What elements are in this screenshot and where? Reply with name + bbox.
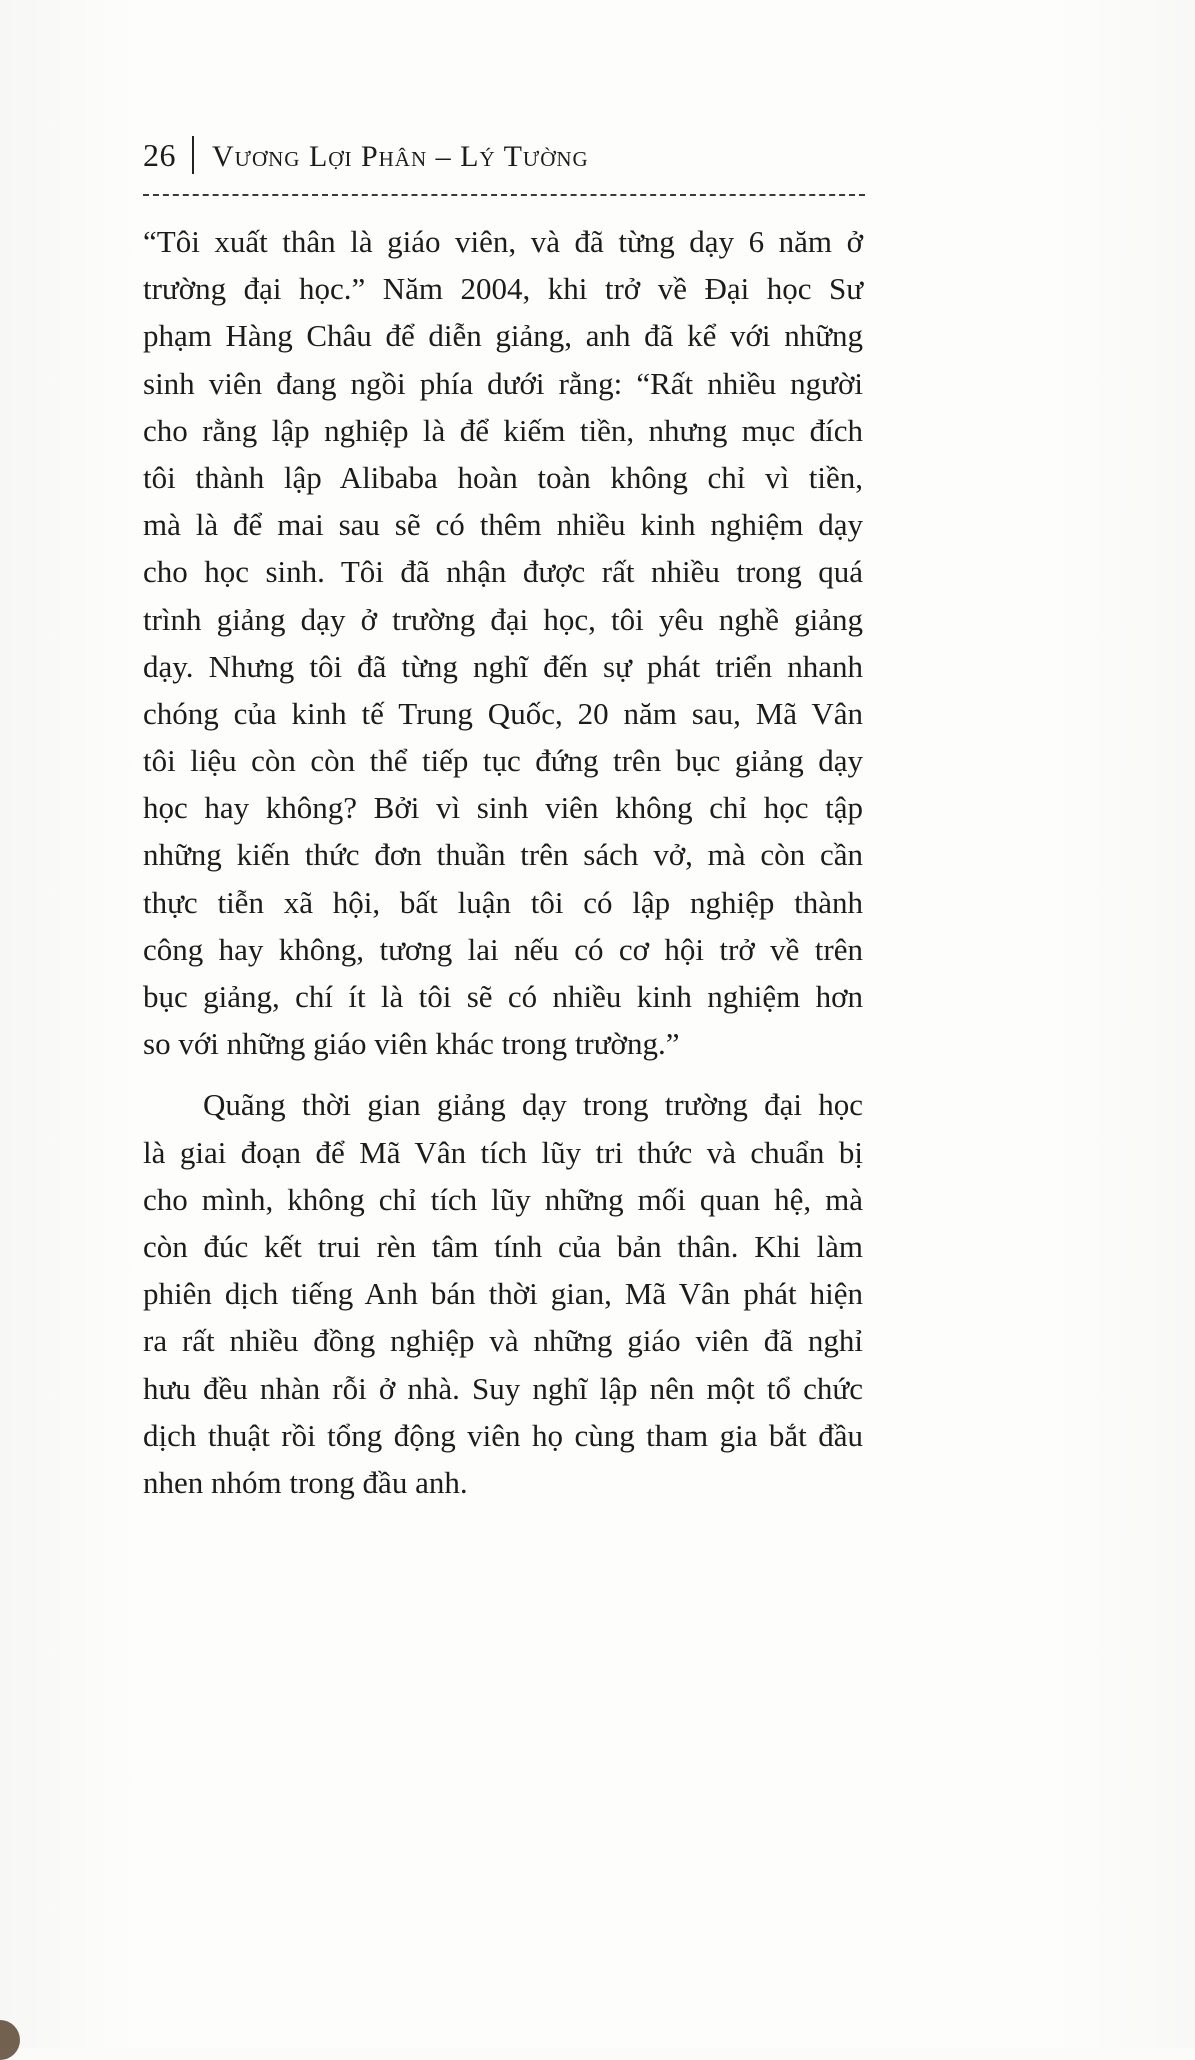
text-line: phiên dịch tiếng Anh bán thời gian, Mã Vân phát hiện (143, 1276, 863, 1312)
page-number: 26 (143, 137, 176, 173)
text-line: còn đúc kết trui rèn tâm tính của bản thân. Khi làm (143, 1228, 863, 1264)
finger-shadow (0, 2020, 20, 2060)
text-line: sinh viên đang ngồi phía dưới rằng: “Rất nhiều người (143, 365, 863, 401)
text-line: cho mình, không chỉ tích lũy những mối quan hệ, mà (143, 1181, 863, 1217)
text-line: công hay không, tương lai nếu có cơ hội trở về trên (143, 931, 863, 967)
text-line: Quãng thời gian giảng dạy trong trường đại học (203, 1087, 863, 1123)
text-line: bục giảng, chí ít là tôi sẽ có nhiều kinh nghiệm hơn (143, 979, 863, 1014)
header-separator (192, 136, 194, 174)
text-line: cho rằng lập nghiệp là để kiếm tiền, nhưng mục đích (143, 412, 863, 448)
paragraph-gap (143, 1067, 863, 1081)
text-line: dạy. Nhưng tôi đã từng nghĩ đến sự phát triển nhanh (143, 648, 863, 684)
paragraph-2 (143, 1081, 863, 1506)
text-line: trình giảng dạy ở trường đại học, tôi yêu nghề giảng (143, 601, 863, 637)
dashed-rule-divider (143, 194, 865, 196)
text-line: nhen nhóm trong đầu anh. (143, 1464, 468, 1500)
text-line: học hay không? Bởi vì sinh viên không chỉ học tập (143, 790, 863, 826)
text-line: tôi liệu còn còn thể tiếp tục đứng trên bục giảng dạy (143, 743, 863, 779)
paragraph-1 (143, 218, 863, 1067)
running-title: Vương Lợi Phân – Lý Tường (212, 140, 589, 173)
text-line: mà là để mai sau sẽ có thêm nhiều kinh nghiệm dạy (143, 507, 863, 543)
text-line: trường đại học.” Năm 2004, khi trở về Đại học Sư (143, 271, 863, 307)
text-line: cho học sinh. Tôi đã nhận được rất nhiều trong quá (143, 554, 863, 590)
text-line: so với những giáo viên khác trong trường.” (143, 1026, 680, 1062)
text-line: chóng của kinh tế Trung Quốc, 20 năm sau, Mã Vân (143, 695, 863, 731)
text-line: thực tiễn xã hội, bất luận tôi có lập nghiệp thành (143, 884, 863, 920)
text-line: những kiến thức đơn thuần trên sách vở, mà còn cần (143, 837, 863, 873)
running-head (143, 128, 863, 178)
body-text (143, 218, 863, 1506)
text-line: ra rất nhiều đồng nghiệp và những giáo viên đã nghỉ (143, 1323, 863, 1359)
text-line: là giai đoạn để Mã Vân tích lũy tri thức và chuẩn bị (143, 1134, 863, 1170)
text-line: hưu đều nhàn rỗi ở nhà. Suy nghĩ lập nên một tổ chức (143, 1370, 863, 1406)
text-line: dịch thuật rồi tổng động viên họ cùng tham gia bắt đầu (143, 1417, 863, 1453)
text-line: phạm Hàng Châu để diễn giảng, anh đã kể với những (143, 318, 863, 354)
text-line: tôi thành lập Alibaba hoàn toàn không chỉ vì tiền, (143, 459, 863, 495)
text-line: “Tôi xuất thân là giáo viên, và đã từng dạy 6 năm ở (143, 224, 863, 259)
